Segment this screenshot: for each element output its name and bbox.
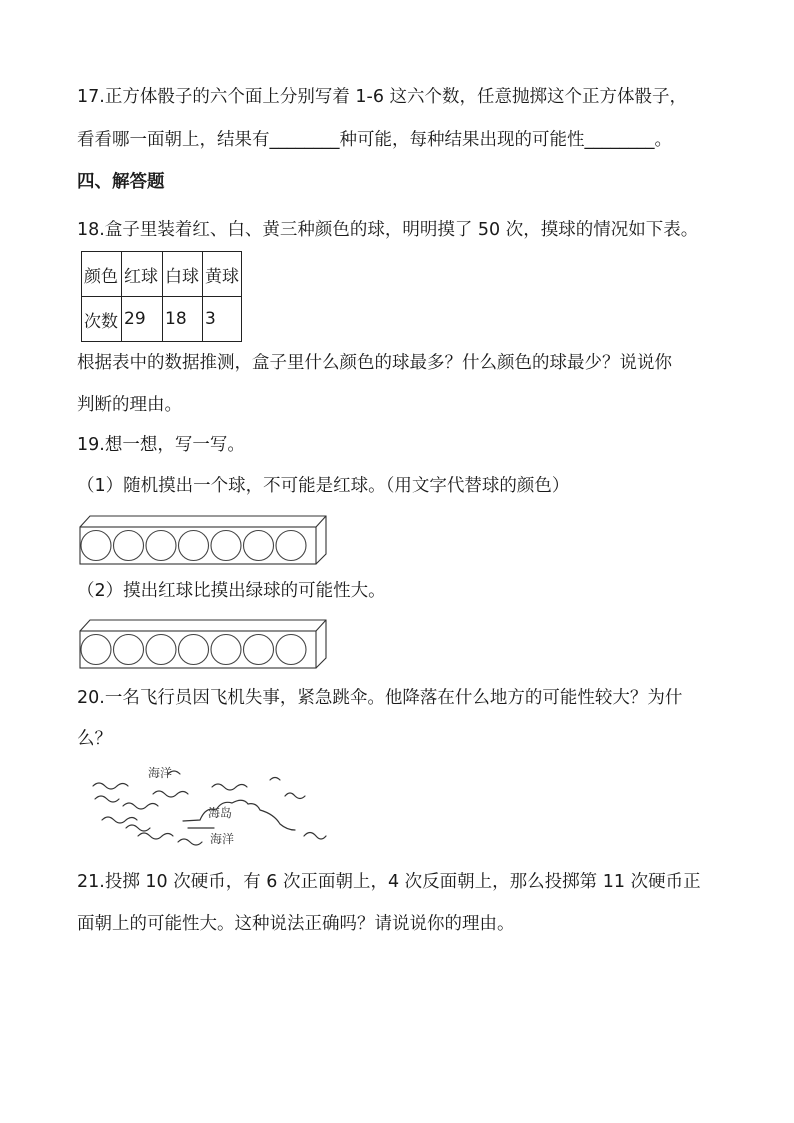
empty-ball — [114, 635, 144, 665]
q19-title: 19.想一想，写一写。 — [77, 435, 245, 455]
ball-box-1 — [79, 513, 329, 565]
q21-line1: 21.投掷 10 次硬币，有 6 次正面朝上，4 次反面朝上，那么投掷第 11 次硬币正 — [77, 872, 701, 892]
table-row — [82, 297, 242, 342]
table-cell: 3 — [203, 297, 242, 342]
empty-ball — [81, 635, 111, 665]
q18-line1: 18.盒子里装着红、白、黄三种颜色的球，明明摸了 50 次，摸球的情况如下表。 — [77, 220, 699, 240]
section-heading: 四、解答题 — [77, 172, 165, 192]
empty-ball — [244, 635, 274, 665]
table-cell: 29 — [122, 297, 163, 342]
map-label-ocean-top: 海洋 — [148, 766, 173, 780]
table-cell: 黄球 — [203, 252, 242, 297]
empty-ball — [179, 635, 209, 665]
table-cell: 红球 — [122, 252, 163, 297]
table-cell: 白球 — [163, 252, 203, 297]
q18-line2: 根据表中的数据推测，盒子里什么颜色的球最多？什么颜色的球最少？说说你 — [77, 353, 672, 373]
ball-box-2 — [79, 617, 329, 669]
q19-part2: （2）摸出红球比摸出绿球的可能性大。 — [77, 581, 386, 601]
q19-part1: （1）随机摸出一个球，不可能是红球。（用文字代替球的颜色） — [77, 476, 570, 496]
sea-island-map — [90, 762, 335, 852]
table-row — [82, 252, 242, 297]
empty-ball — [211, 531, 241, 561]
empty-ball — [179, 531, 209, 561]
table-cell: 18 — [163, 297, 203, 342]
q17-line2: 看看哪一面朝上，结果有________种可能，每种结果出现的可能性________。 — [77, 130, 672, 150]
empty-ball — [146, 531, 176, 561]
empty-ball — [211, 635, 241, 665]
empty-ball — [276, 531, 306, 561]
q18-line3: 判断的理由。 — [77, 395, 182, 415]
empty-ball — [81, 531, 111, 561]
map-label-ocean-bottom: 海洋 — [210, 832, 235, 846]
empty-ball — [146, 635, 176, 665]
empty-ball — [244, 531, 274, 561]
q17-line1: 17.正方体骰子的六个面上分别写着 1-6 这六个数，任意抛掷这个正方体骰子， — [77, 87, 688, 107]
q18-table — [81, 251, 242, 342]
q20-line2: 么？ — [77, 729, 112, 749]
map-label-island: 海岛 — [208, 806, 233, 820]
q21-line2: 面朝上的可能性大。这种说法正确吗？请说说你的理由。 — [77, 914, 515, 934]
table-cell: 颜色 — [82, 252, 122, 297]
q20-line1: 20.一名飞行员因飞机失事，紧急跳伞。他降落在什么地方的可能性较大？为什 — [77, 688, 683, 708]
empty-ball — [114, 531, 144, 561]
empty-ball — [276, 635, 306, 665]
table-cell: 次数 — [82, 297, 122, 342]
